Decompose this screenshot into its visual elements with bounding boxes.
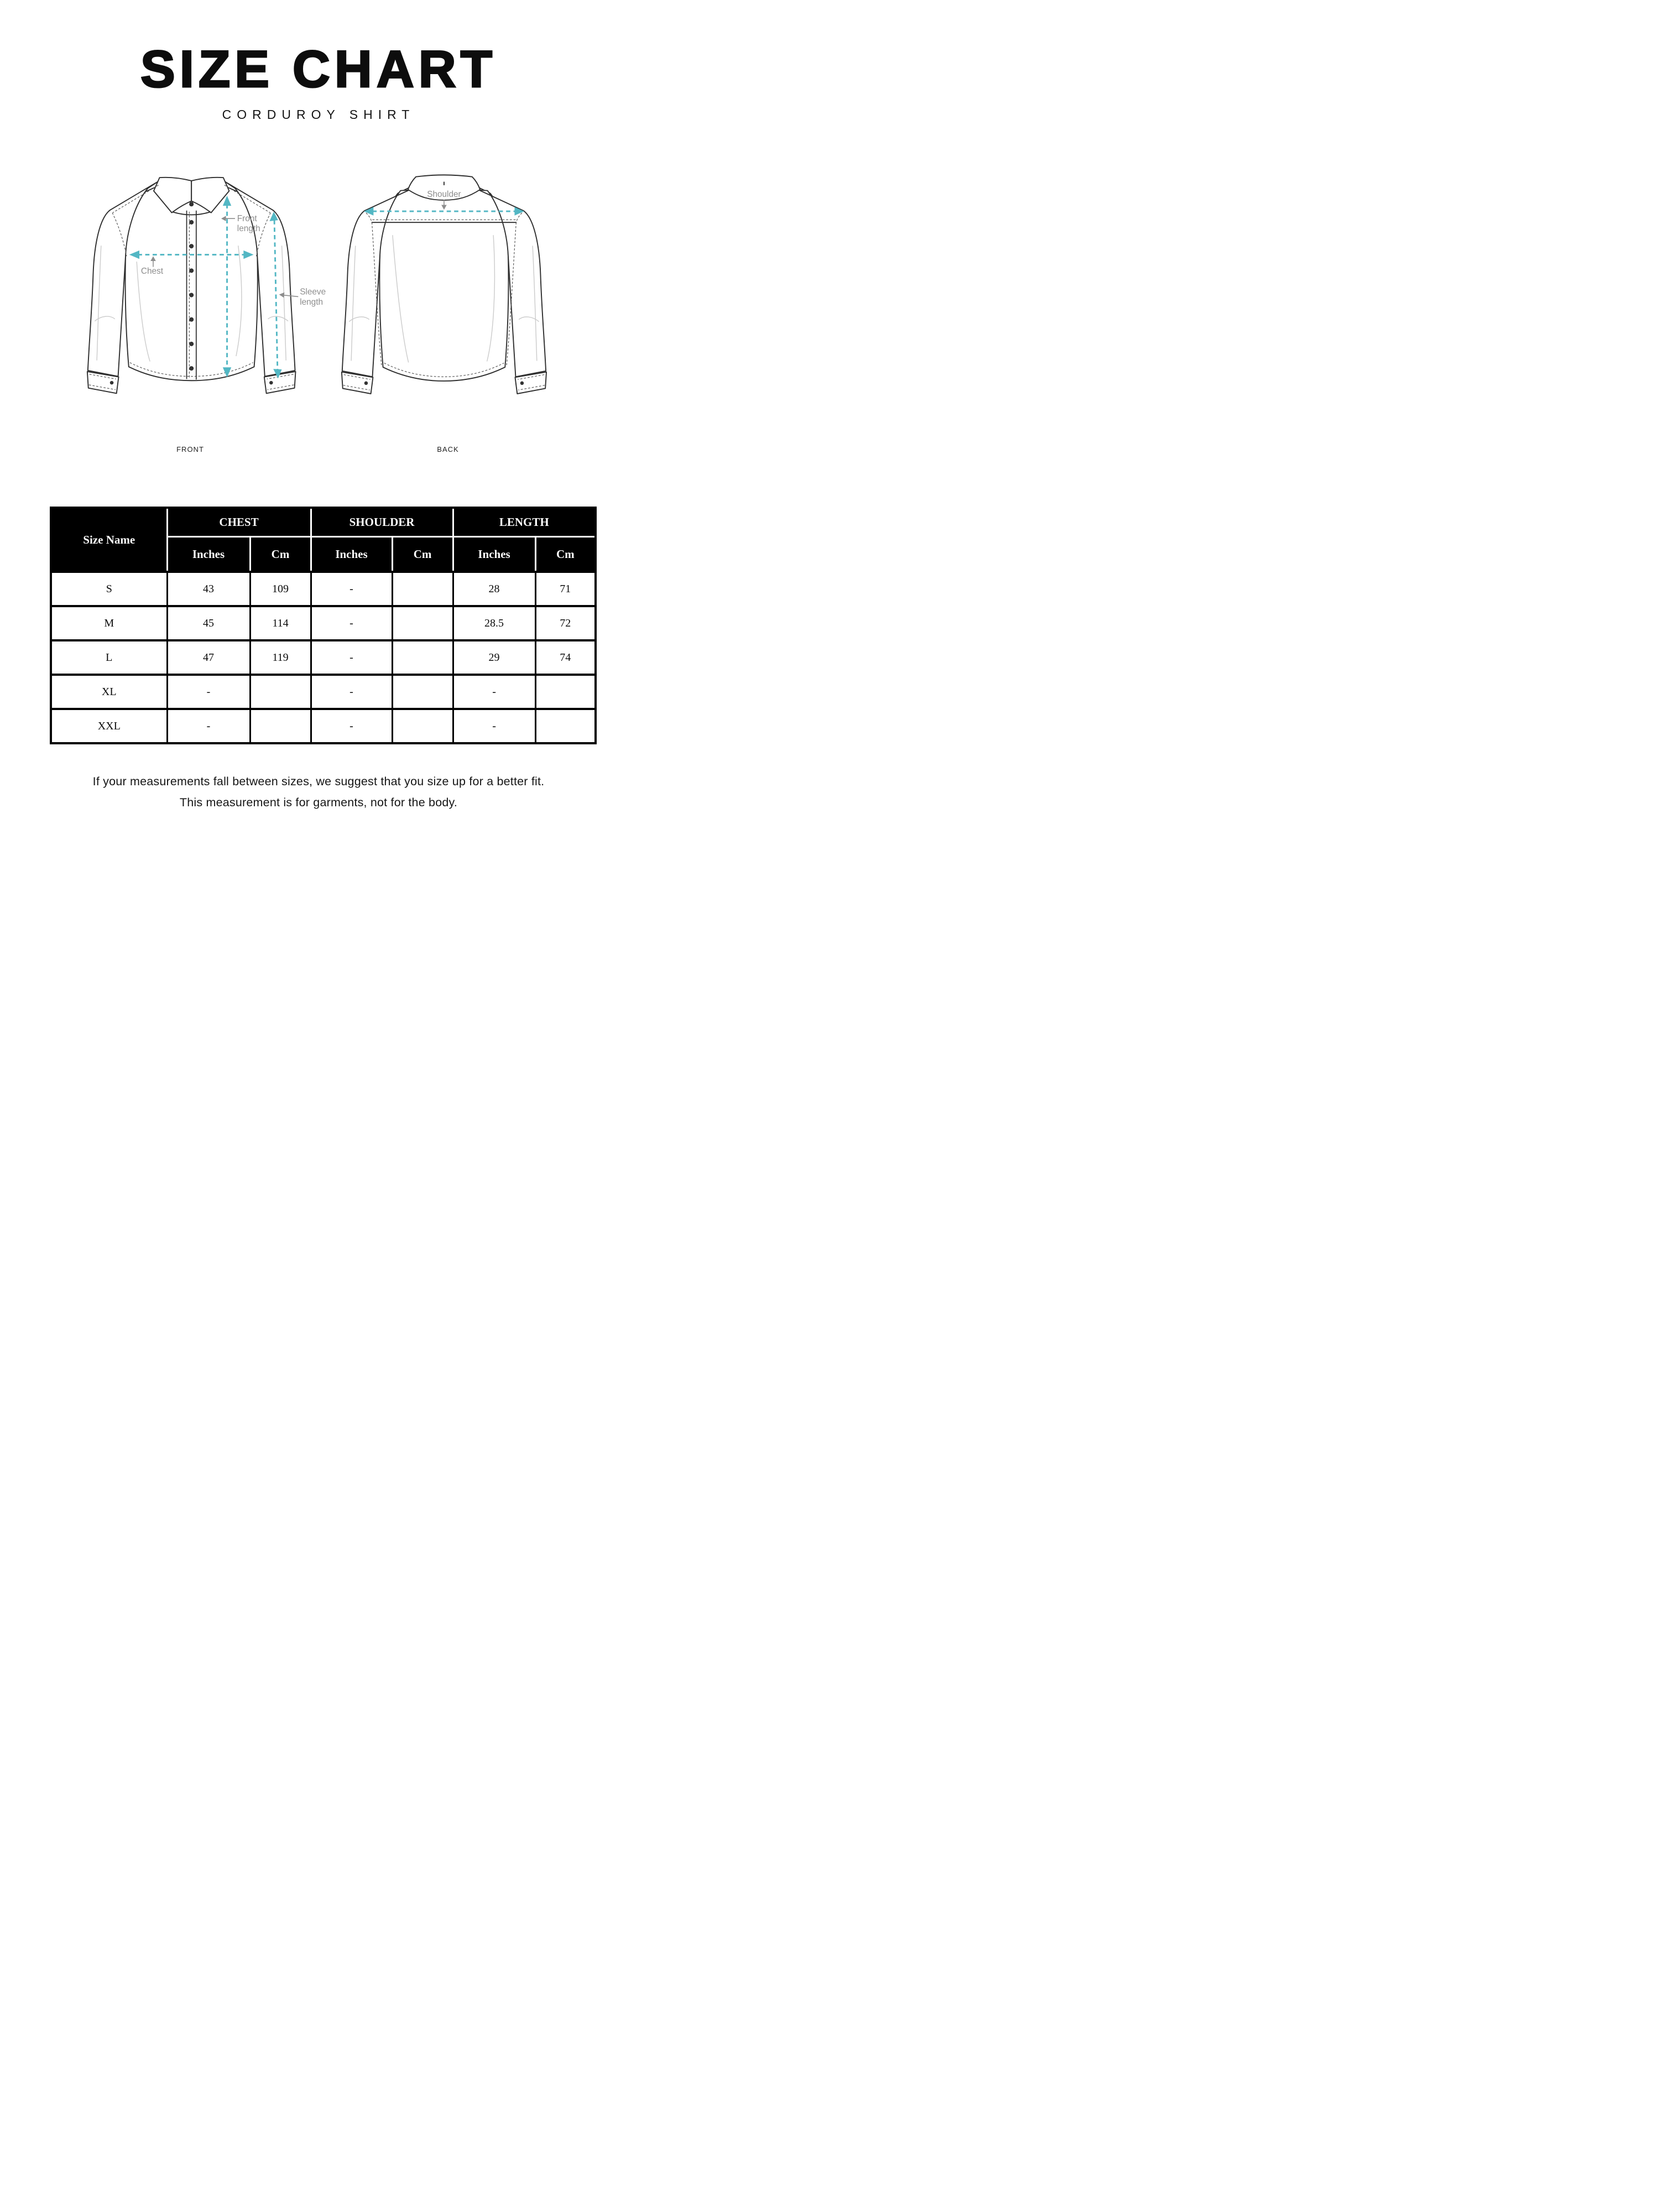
- length-group-header: LENGTH: [453, 508, 596, 537]
- table-cell: [250, 675, 311, 709]
- table-cell: 45: [167, 606, 250, 640]
- table-cell: 28: [453, 572, 535, 606]
- table-cell: 43: [167, 572, 250, 606]
- table-cell: -: [311, 606, 392, 640]
- figure-caption-back: BACK: [437, 445, 459, 453]
- table-cell: -: [167, 709, 250, 743]
- unit-header: Cm: [250, 537, 311, 572]
- chest-group-header: CHEST: [167, 508, 311, 537]
- size-cell: XXL: [51, 709, 167, 743]
- table-cell: 29: [453, 640, 535, 675]
- chest-label: Chest: [140, 267, 164, 276]
- table-cell: 71: [535, 572, 596, 606]
- front-shirt-diagram: [85, 166, 330, 453]
- footer-line-2: This measurement is for garments, not for the body.: [179, 795, 458, 809]
- front-length-label-line1: Front: [237, 213, 257, 223]
- table-cell: 74: [535, 640, 596, 675]
- page-title: SIZE CHART: [140, 40, 497, 98]
- footer-note: [0, 774, 637, 816]
- table-cell: [392, 675, 453, 709]
- back-shirt-diagram: [340, 166, 573, 453]
- footer-line-1: If your measurements fall between sizes, we suggest that you size up for a better fit.: [92, 775, 545, 788]
- unit-header: Inches: [167, 537, 250, 572]
- table-cell: [250, 709, 311, 743]
- table-cell: -: [453, 675, 535, 709]
- figure-caption-front: FRONT: [176, 445, 204, 453]
- table-cell: [392, 572, 453, 606]
- table-cell: 119: [250, 640, 311, 675]
- table-cell: -: [311, 675, 392, 709]
- sleeve-length-label-line2: length: [300, 297, 324, 307]
- unit-header: Inches: [453, 537, 535, 572]
- shoulder-group-header: SHOULDER: [311, 508, 453, 537]
- table-cell: 47: [167, 640, 250, 675]
- table-row: [51, 709, 596, 743]
- size-cell: S: [51, 572, 167, 606]
- page-subtitle: CORDUROY SHIRT: [222, 107, 415, 122]
- table-row: [51, 675, 596, 709]
- shoulder-label: Shoulder: [427, 190, 461, 200]
- cuff-buttons: [364, 382, 524, 385]
- table-cell: 109: [250, 572, 311, 606]
- table-cell: -: [311, 640, 392, 675]
- size-table: [50, 507, 597, 744]
- table-cell: [535, 675, 596, 709]
- size-name-header: Size Name: [51, 508, 167, 572]
- unit-header: Cm: [535, 537, 596, 572]
- table-group-header-row: [51, 508, 596, 537]
- table-row: [51, 572, 596, 606]
- size-cell: M: [51, 606, 167, 640]
- table-row: [51, 606, 596, 640]
- table-cell: [392, 709, 453, 743]
- table-cell: 72: [535, 606, 596, 640]
- table-cell: [392, 640, 453, 675]
- table-cell: 28.5: [453, 606, 535, 640]
- table-cell: 114: [250, 606, 311, 640]
- table-cell: -: [311, 572, 392, 606]
- front-length-label-line2: length: [237, 224, 260, 234]
- table-cell: [392, 606, 453, 640]
- unit-header: Inches: [311, 537, 392, 572]
- table-row: [51, 640, 596, 675]
- table-cell: [535, 709, 596, 743]
- table-cell: -: [167, 675, 250, 709]
- table-cell: -: [453, 709, 535, 743]
- table-cell: -: [311, 709, 392, 743]
- shirt-body: [126, 183, 258, 380]
- size-cell: XL: [51, 675, 167, 709]
- unit-header: Cm: [392, 537, 453, 572]
- sleeve-length-label-line1: Sleeve: [300, 287, 326, 297]
- size-chart-page: [0, 0, 637, 849]
- size-cell: L: [51, 640, 167, 675]
